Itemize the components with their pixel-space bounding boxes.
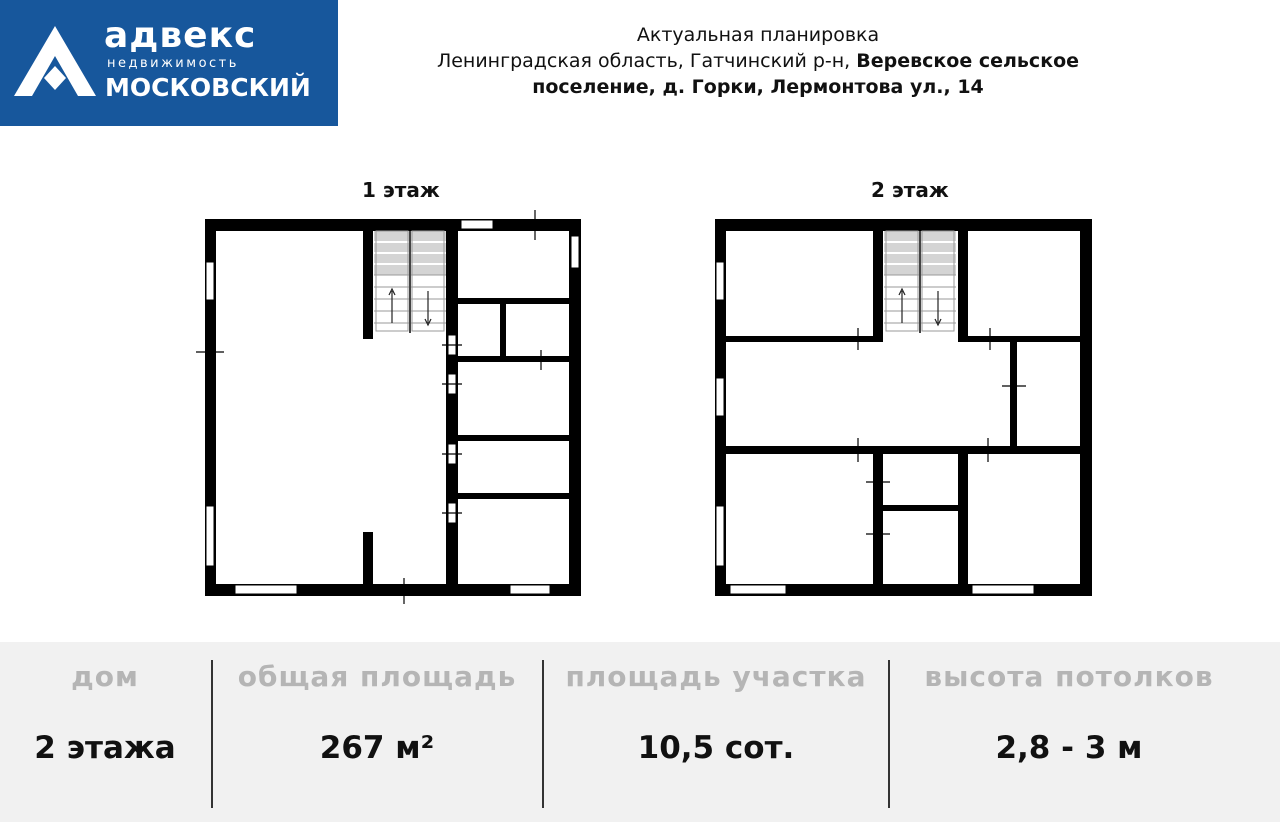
floor-1-label: 1 этаж xyxy=(362,178,440,202)
floor-2-label: 2 этаж xyxy=(871,178,949,202)
stat-ceiling-height xyxy=(891,642,1247,822)
logo-office: МОСКОВСКИЙ xyxy=(105,73,311,102)
header-line1: Актуальная планировка xyxy=(636,24,880,46)
stat-floors xyxy=(0,642,210,822)
stat-floors-value: 2 этажа xyxy=(34,730,176,766)
stat-floors-label: дом xyxy=(71,660,139,693)
header-line2-normal: Ленинградская область, Гатчинский р-н, xyxy=(436,50,857,72)
floor-1-plan xyxy=(196,210,581,604)
stat-plot-area-label: площадь участка xyxy=(565,660,867,693)
stat-total-area-label: общая площадь xyxy=(237,660,517,693)
header-line3: поселение, д. Горки, Лермонтова ул., 14 xyxy=(532,76,984,98)
stat-divider xyxy=(211,660,213,808)
stat-divider xyxy=(542,660,544,808)
stat-ceiling-height-value: 2,8 - 3 м xyxy=(995,730,1143,766)
stat-ceiling-height-label: высота потолков xyxy=(924,660,1214,693)
floor-2-plan xyxy=(715,219,1092,596)
logo-subtitle: недвижимость xyxy=(107,56,239,71)
header-line2-bold: Веревское сельское xyxy=(856,50,1080,72)
stat-divider xyxy=(888,660,890,808)
stat-total-area xyxy=(214,642,540,822)
logo-brand: адвекс xyxy=(104,15,257,56)
stat-plot-area xyxy=(545,642,887,822)
stat-plot-area-value: 10,5 сот. xyxy=(637,730,795,766)
stat-total-area-value: 267 м² xyxy=(319,730,435,766)
